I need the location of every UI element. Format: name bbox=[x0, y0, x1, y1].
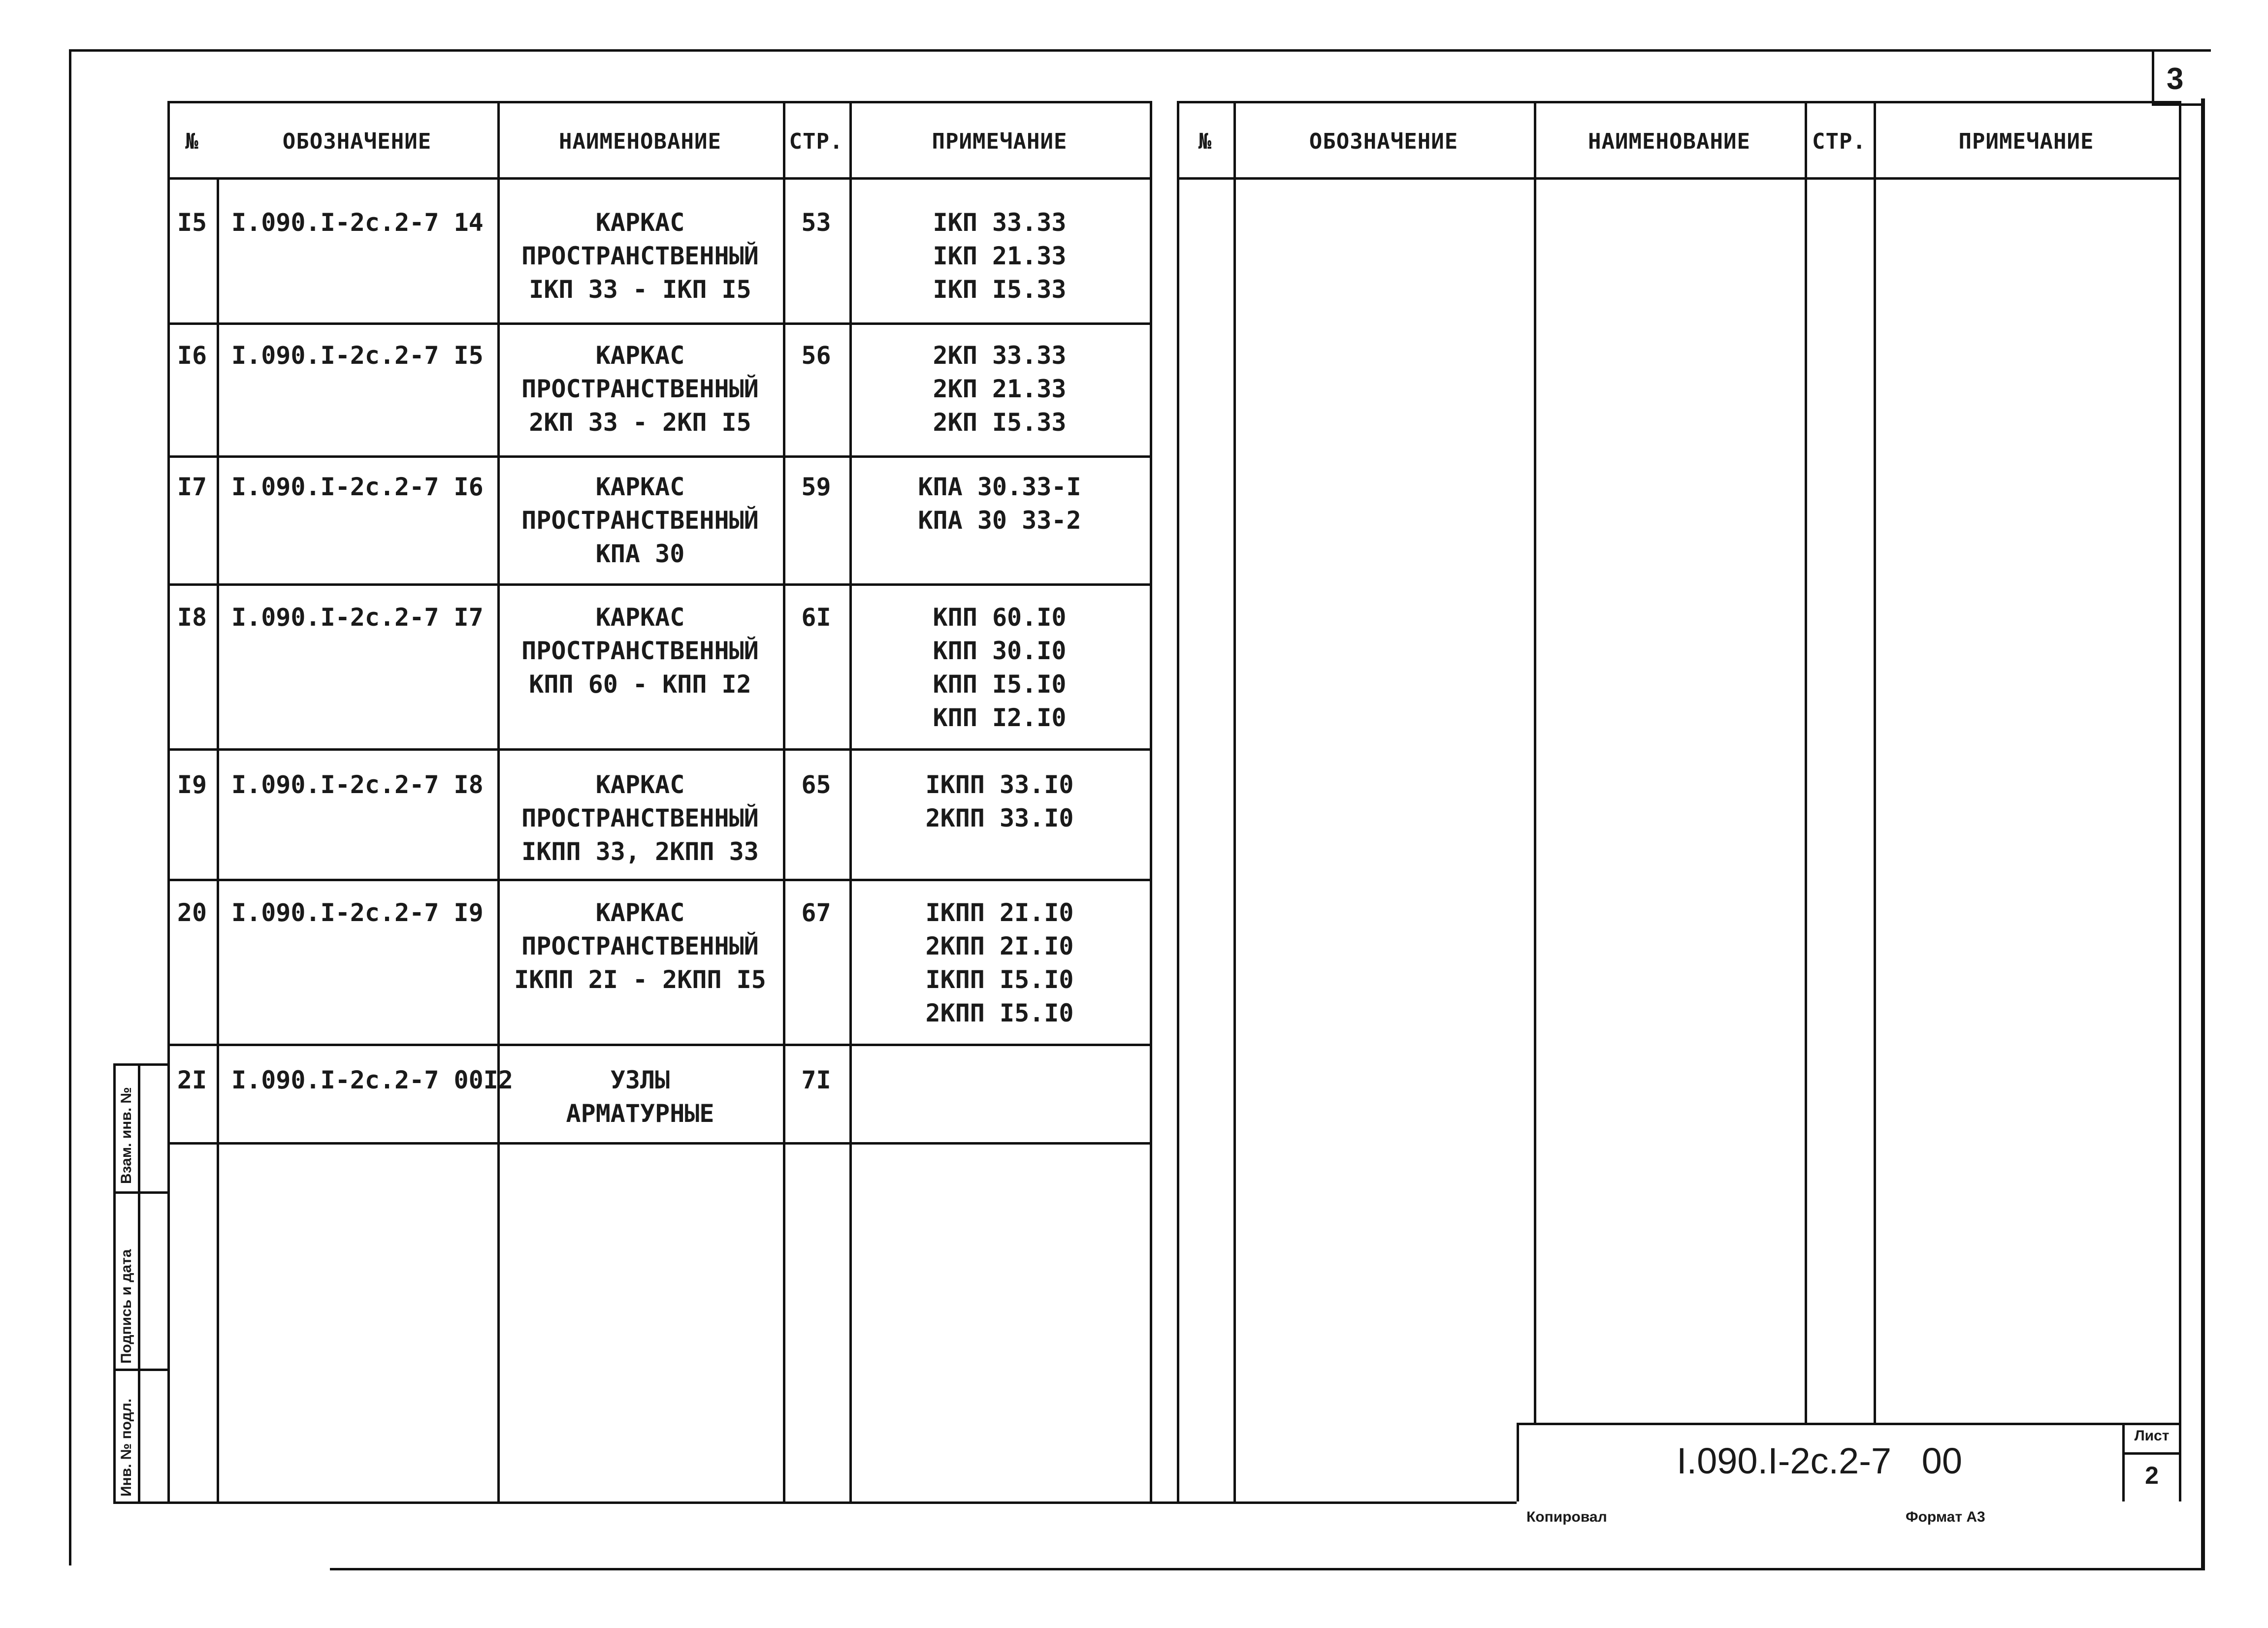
col-num-header: № bbox=[185, 129, 199, 154]
row-name: КАРКАС ПРОСТРАНСТВЕННЫЙ КПП 60 - КПП I2 bbox=[521, 603, 759, 699]
row-page: 67 bbox=[801, 898, 831, 927]
frame-right bbox=[2201, 98, 2205, 1570]
row-num: I7 bbox=[177, 473, 207, 501]
format-label: Формат А3 bbox=[1906, 1509, 1985, 1525]
row-designation: I.090.I-2c.2-7 I5 bbox=[231, 341, 484, 370]
col-note-header: ПРИМЕЧАНИЕ bbox=[1958, 129, 2094, 154]
row-designation: I.090.I-2c.2-7 I9 bbox=[231, 898, 484, 927]
row-name: КАРКАС ПРОСТРАНСТВЕННЫЙ IКПП 2I - 2КПП I5 bbox=[514, 898, 766, 994]
row-designation: I.090.I-2c.2-7 14 bbox=[231, 208, 484, 237]
row-num: I6 bbox=[177, 341, 207, 370]
copied-label: Копировал bbox=[1526, 1509, 1607, 1525]
row-designation: I.090.I-2c.2-7 I7 bbox=[231, 603, 484, 632]
row-page: 56 bbox=[801, 341, 831, 370]
row-num: 20 bbox=[177, 898, 207, 927]
row-name: КАРКАС ПРОСТРАНСТВЕННЫЙ IКП 33 - IКП I5 bbox=[521, 208, 759, 304]
row-name: УЗЛЫ АРМАТУРНЫЕ bbox=[566, 1066, 714, 1128]
row-designation: I.090.I-2c.2-7 I8 bbox=[231, 770, 484, 799]
row-note: IКП 33.33 IКП 21.33 IКП I5.33 bbox=[933, 208, 1067, 304]
signature-date-label: Подпись и дата bbox=[118, 1249, 134, 1364]
col-designation-header: ОБОЗНАЧЕНИЕ bbox=[282, 129, 432, 154]
row-name: КАРКАС ПРОСТРАНСТВЕННЫЙ КПА 30 bbox=[521, 473, 759, 568]
col-page-header: СТР. bbox=[789, 129, 843, 154]
row-page: 59 bbox=[801, 473, 831, 501]
row-num: I5 bbox=[177, 208, 207, 237]
row-page: 53 bbox=[801, 208, 831, 237]
row-note: IКПП 2I.I0 2КПП 2I.I0 IКПП I5.I0 2КПП I5.I0 bbox=[925, 898, 1074, 1027]
row-page: 7I bbox=[801, 1066, 831, 1094]
inv-original-label: Инв. № подл. bbox=[118, 1398, 134, 1497]
col-page-header: СТР. bbox=[1812, 129, 1866, 154]
row-designation: I.090.I-2c.2-7 I6 bbox=[231, 473, 484, 501]
row-note: 2КП 33.33 2КП 21.33 2КП I5.33 bbox=[933, 341, 1067, 437]
row-designation: I.090.I-2c.2-7 00I2 bbox=[231, 1066, 513, 1094]
row-num: I8 bbox=[177, 603, 207, 632]
replacement-inv-label: Взам. инв. № bbox=[118, 1087, 134, 1184]
col-name-header: НАИМЕНОВАНИЕ bbox=[559, 129, 721, 154]
row-num: 2I bbox=[177, 1066, 207, 1094]
col-note-header: ПРИМЕЧАНИЕ bbox=[932, 129, 1068, 154]
frame-bottom bbox=[330, 1568, 2201, 1570]
row-page: 65 bbox=[801, 770, 831, 799]
frame-top bbox=[69, 49, 2211, 52]
col-designation-header: ОБОЗНАЧЕНИЕ bbox=[1309, 129, 1458, 154]
sheet-number: 2 bbox=[2145, 1462, 2159, 1489]
row-note: IКПП 33.I0 2КПП 33.I0 bbox=[925, 770, 1074, 832]
row-note: КПА 30.33-I КПА 30 33-2 bbox=[918, 473, 1081, 535]
document-code: I.090.I-2c.2-7 00 bbox=[1676, 1440, 1962, 1481]
row-note: КПП 60.I0 КПП 30.I0 КПП I5.I0 КПП I2.I0 bbox=[933, 603, 1067, 732]
page-number: 3 bbox=[2167, 62, 2184, 96]
row-page: 6I bbox=[801, 603, 831, 632]
row-name: КАРКАС ПРОСТРАНСТВЕННЫЙ IКПП 33, 2КПП 33 bbox=[521, 770, 759, 866]
frame-left bbox=[69, 49, 71, 1565]
row-name: КАРКАС ПРОСТРАНСТВЕННЫЙ 2КП 33 - 2КП I5 bbox=[521, 341, 759, 437]
col-num-header: № bbox=[1198, 129, 1212, 154]
col-name-header: НАИМЕНОВАНИЕ bbox=[1588, 129, 1750, 154]
row-num: I9 bbox=[177, 770, 207, 799]
sheet-label: Лист bbox=[2134, 1428, 2170, 1444]
